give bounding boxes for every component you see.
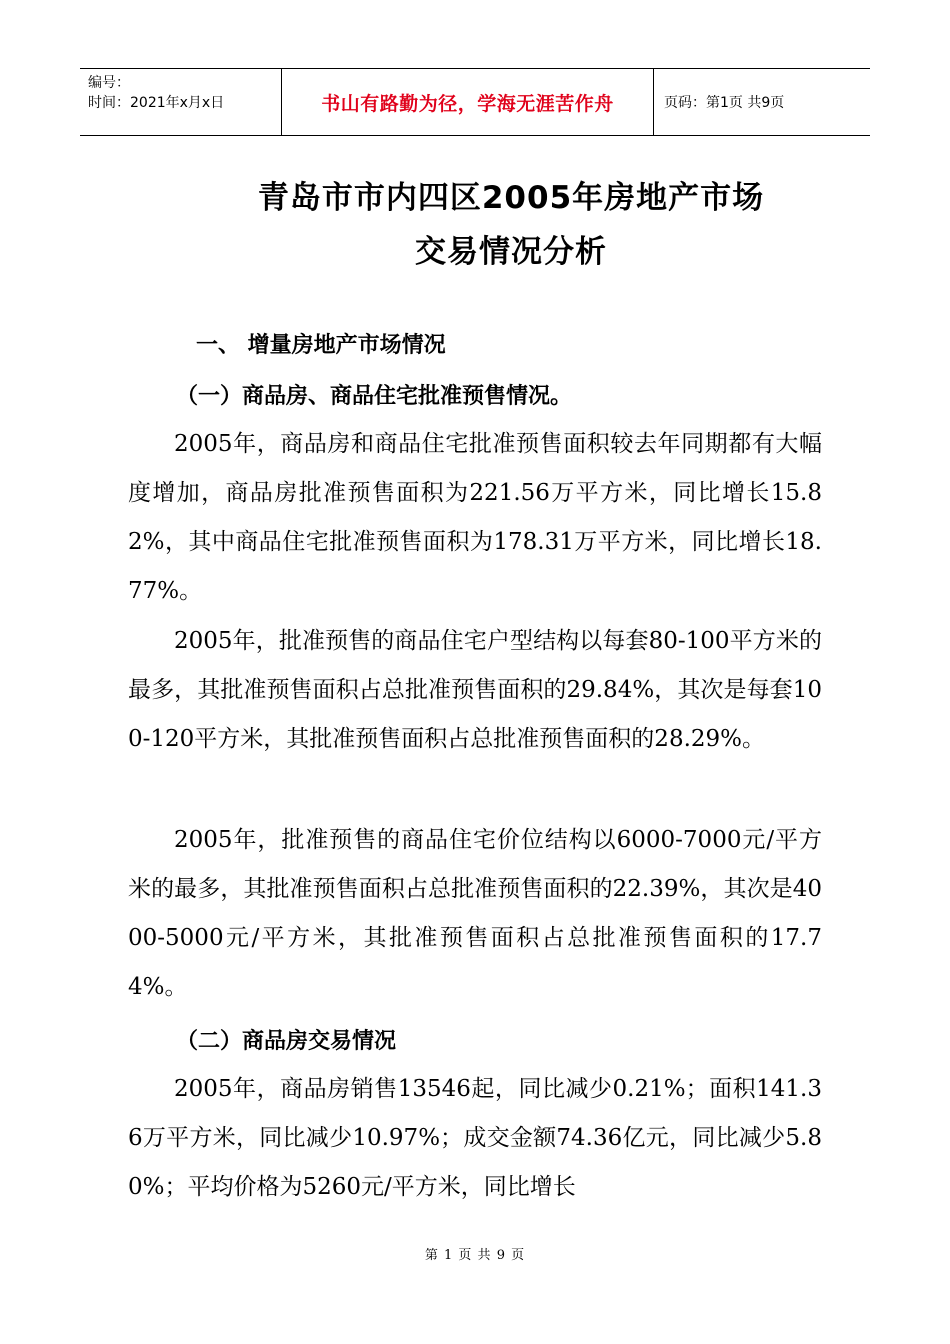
subsection-heading-2: （二）商品房交易情况 <box>176 1029 397 1054</box>
paragraph-3: 2005年，批准预售的商品住宅价位结构以6000-7000元/平方米的最多，其批准预售面积占总批准预售面积的22.39%，其次是4000-5000元/平方米，其批准预售面积占总批准预售面积的17.74%。 <box>128 827 822 1000</box>
document-title-line1: 青岛市市内四区2005年房地产市场 <box>257 180 765 216</box>
section-heading-1: 一、 增量房地产市场情况 <box>196 333 446 358</box>
paragraph-4: 2005年，商品房销售13546起，同比减少0.21%；面积141.36万平方米，同比减少10.97%；成交金额74.36亿元，同比减少5.80%；平均价格为5260元/平方米，同比增长 <box>128 1076 822 1200</box>
document-number-label: 编号： <box>88 75 130 91</box>
document-time-label: 时间：2021年x月x日 <box>88 95 225 111</box>
subsection-heading-1: （一）商品房、商品住宅批准预售情况。 <box>176 384 573 409</box>
page-footer: 第 1 页 共 9 页 <box>424 1248 526 1263</box>
paragraph-2: 2005年，批准预售的商品住宅户型结构以每套80-100平方米的最多，其批准预售面积占总批准预售面积的29.84%，其次是每套100-120平方米，其批准预售面积占总批准预售面积的28.29%。 <box>128 628 822 752</box>
document-header <box>80 68 870 136</box>
header-meta <box>80 69 282 135</box>
document-title-line2: 交易情况分析 <box>415 234 607 270</box>
header-motto: 书山有路勤为径，学海无涯苦作舟 <box>282 69 654 135</box>
header-page-info: 页码：第1页 共9页 <box>664 95 785 111</box>
paragraph-1: 2005年，商品房和商品住宅批准预售面积较去年同期都有大幅度增加，商品房批准预售面积为221.56万平方米，同比增长15.82%，其中商品住宅批准预售面积为178.31万平方米，同比增长18.77%。 <box>128 431 822 604</box>
